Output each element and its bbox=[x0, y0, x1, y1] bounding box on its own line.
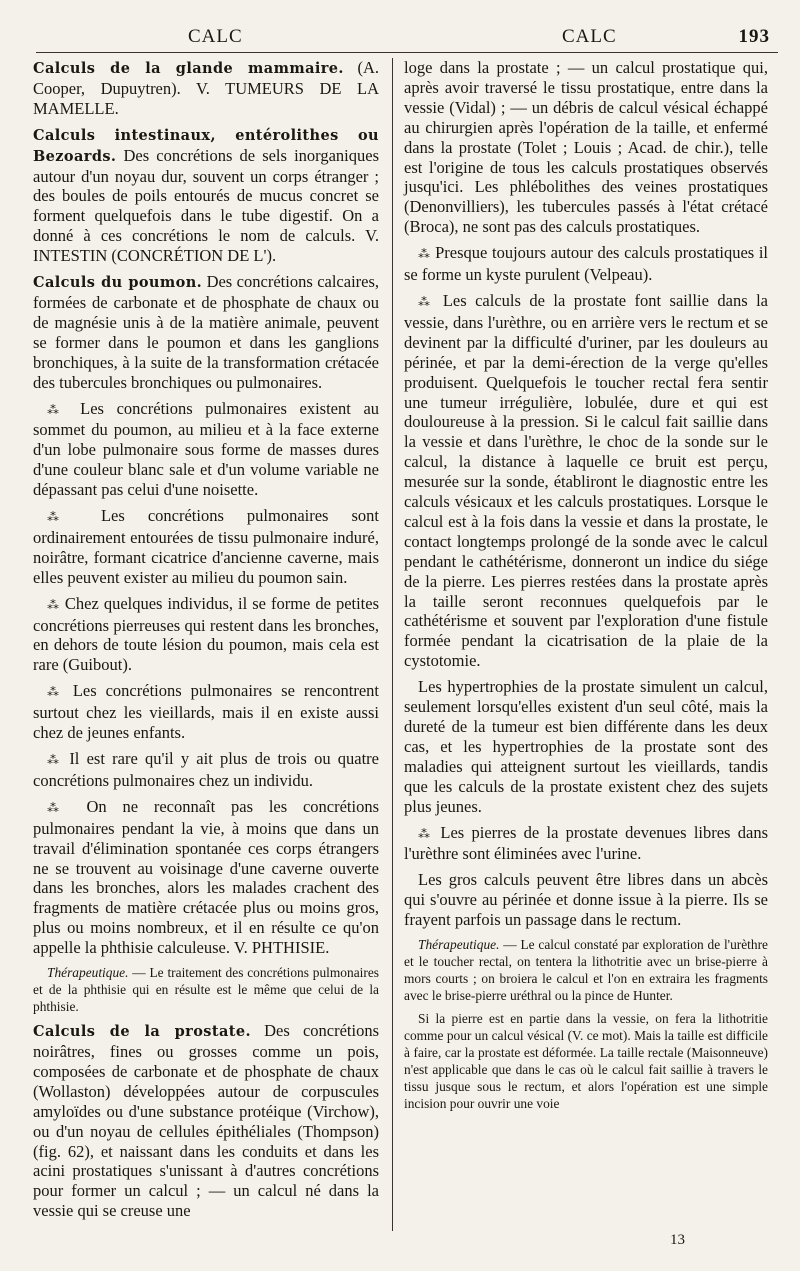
header-left-title: CALC bbox=[188, 26, 243, 47]
note-label: Thérapeutique. bbox=[47, 965, 129, 981]
paragraph bbox=[33, 125, 379, 266]
paragraph-text: Il est rare qu'il y ait plus de trois ou quatre concrétions pulmonaires chez un individu. bbox=[33, 749, 380, 790]
running-header bbox=[40, 26, 778, 54]
paragraph-text: On ne reconnaît pas les concrétions pulmonaires pendant la vie, à moins que dans un travail d'élimination spontanée ces corps étrangers ne se trouvent au voisinage d'une caverne ouverte dans les bronches, alors les malades crachent des fragments de matière crétacée plus ou moins gros, plus ou moins nombreux, et il en résulte ce qu'on appelle la phthisie calculeuse. V. PHTHISIE. bbox=[33, 796, 380, 958]
paragraph-text: Les concrétions pulmonaires se rencontrent surtout chez les vieillards, mais il en existe aussi chez de jeunes enfants. bbox=[33, 681, 379, 743]
paragraph-text: Les calculs de la prostate font saillie dans la vessie, dans l'urèthre, ou en arrière vers le rectum et se devinent par la difficulté d'uriner, par les douleurs au périnée, et par la demi-érection de la verge qu'elles produisent. Quelquefois le toucher rectal fera sentir une tumeur irrégulière, lobulée, dure et qui est douloureuse à la pression. Si le calcul fait saillie dans la vessie et dans l'urèthre, le choc de la sonde sur le calcul, la distance à laquelle ce bruit est perçu, mesurée sur la sonde, établiront le diagnostic entre les calculs vésicaux et les calculs prostatiques. Lorsque le calcul est à la fois dans la vessie et dans la prostate, le contact longtemps prolongé de la sonde avec le calcul pendant le cathétérisme, donneront un indice du siége de la pierre. Les pierres restées dans la prostate après la taille seront reconnues quelquefois par le cathétérisme et souvent par l'exploration d'une fistule formée pendant la cicatrisation de la plaie de la cystotomie. bbox=[404, 290, 769, 671]
entry-title: Calculs de la glande mammaire. bbox=[33, 60, 344, 77]
entry-title: Calculs intestinaux, entérolithes ou Bezoards. bbox=[33, 126, 379, 165]
signature-mark: 13 bbox=[670, 1232, 685, 1248]
entry-body: Des concrétions noirâtres, fines ou grosses comme un pois, composées de carbonate et de phosphate de chaux (Wollaston) développées autour de corpuscules amyloïdes ou d'une substance protéique (Virchow), ou d'un noyau de cellules épithéliales (Thompson) (fig. 62), et naissant dans les conduits et dans les acini prostatiques s'unissant à d'autres concrétions pour former un calcul ; — un calcul né dans la vessie qui se creuse une bbox=[33, 1021, 380, 1221]
paragraph-text: Les concrétions pulmonaires sont ordinairement entourées de tissu pulmonaire induré, noirâtre, formant cicatrice d'ancienne caverne, mais elles peuvent exister au milieu du poumon sain. bbox=[33, 506, 380, 587]
paragraph bbox=[33, 594, 379, 676]
right-column bbox=[404, 58, 768, 1118]
paragraph bbox=[33, 797, 379, 958]
asterism-mark: ⁂ bbox=[418, 294, 435, 309]
paragraph bbox=[33, 681, 379, 743]
asterism-mark: ⁂ bbox=[47, 597, 60, 612]
column-divider bbox=[392, 58, 393, 1231]
paragraph-text: Les gros calculs peuvent être libres dans un abcès qui s'ouvre au périnée et donne issue à la pierre. Ils se frayent parfois un passage dans le rectum. bbox=[404, 870, 768, 930]
paragraph bbox=[33, 399, 379, 501]
asterism-mark: ⁂ bbox=[47, 800, 71, 815]
asterism-mark: ⁂ bbox=[47, 753, 63, 767]
paragraph bbox=[404, 677, 768, 816]
entry-body: (A. Cooper, Dupuytren). V. TUMEURS DE LA MAMELLE. bbox=[33, 58, 379, 118]
paragraph-text: Presque toujours autour des calculs prostatiques il se forme un kyste purulent (Velpeau). bbox=[404, 243, 769, 285]
paragraph bbox=[404, 243, 768, 285]
header-right-title: CALC bbox=[562, 26, 617, 47]
paragraph-text: Les concrétions pulmonaires existent au sommet du poumon, au milieu et à la face externe d'un lobe pulmonaire sous forme de masses dures d'une couleur blanc sale et d'un volume variable ne dépassant pas celui d'une noisette. bbox=[33, 398, 380, 500]
left-column bbox=[33, 58, 379, 1227]
entry-title: Calculs du poumon. bbox=[33, 274, 203, 292]
paragraph-text: Les hypertrophies de la prostate simulent un calcul, seulement lorsqu'elles existent d'un seul côté, mais la dureté de la tumeur est bien différente dans les deux cas, et les hypertrophies de la prostate sont des maladies qui atteignent surtout les vieillards, tandis que les calculs de la prostate existent chez des sujets plus jeunes. bbox=[404, 677, 768, 816]
paragraph bbox=[33, 58, 379, 119]
asterism-mark: ⁂ bbox=[418, 247, 431, 262]
paragraph-text: Chez quelques individus, il se forme de petites concrétions pierreuses qui restent dans les bronches, en dehors de toute lésion du poumon, mais cela est rare (Guibout). bbox=[33, 593, 380, 675]
paragraph bbox=[33, 272, 379, 392]
therapeutic-note bbox=[404, 1010, 768, 1112]
paragraph-text: Les pierres de la prostate devenues libres dans l'urèthre sont éliminées avec l'urine. bbox=[404, 822, 768, 864]
asterism-mark: ⁂ bbox=[47, 402, 68, 417]
paragraph bbox=[404, 823, 768, 865]
paragraph bbox=[404, 870, 768, 930]
entry-body: Des concrétions calcaires, formées de carbonate et de phosphate de chaux ou de magnésie unis à de la matière animale, peuvent se former dans le poumon et dans les ganglions bronchiques, à la suite de la transformation crétacée des tubercules bronchiques ou pulmonaires. bbox=[33, 272, 380, 392]
asterism-mark: ⁂ bbox=[418, 826, 434, 841]
paragraph bbox=[404, 58, 768, 237]
paragraph bbox=[33, 506, 379, 588]
note-body: — Le calcul constaté par exploration de l'urèthre et le toucher rectal, on tentera la lithotritie avec un brise-pierre à mors courts ; on broiera le calcul et l'on en extraira les fragments avec le brise-pierre uréthral ou la pince de Hunter. bbox=[404, 937, 768, 1004]
entry-body: Des concrétions de sels inorganiques autour d'un noyau dur, souvent un corps étranger ; des boules de poils entourés de mucus concret se forment quelquefois dans le tube digestif. On a donné à ces concrétions le nom de calculs. V. INTESTIN (CONCRÉTION DE L'). bbox=[33, 145, 379, 266]
note-label: Thérapeutique. bbox=[418, 937, 500, 953]
note-body: — Le traitement des concrétions pulmonaires et de la phthisie qui en résulte est le même que celui de la phthisie. bbox=[33, 965, 379, 1015]
paragraph-text: loge dans la prostate ; — un calcul prostatique qui, après avoir traversé le tissu prostatique, entre dans la vessie (Vidal) ; — un débris de calcul vésical échappé au chirurgien après l'opération de la taille, et enfermé dans la prostate (Tolet ; Louis ; Acad. de chir.), telle est l'origine de tous les calculs prostatiques observés jusqu'ici. Les phlébolithes des veines prostatiques (Denonvilliers), les tubercules passés à l'état crétacé (Broca), ne sont pas des calculs prostatiques. bbox=[404, 58, 768, 237]
paragraph bbox=[404, 291, 768, 671]
asterism-mark: ⁂ bbox=[47, 685, 64, 700]
entry-title: Calculs de la prostate. bbox=[33, 1023, 251, 1041]
note-body: Si la pierre est en partie dans la vessie, on fera la lithotritie comme pour un calcul vésical (V. ce mot). Mais la taille est difficile à faire, car la prostate est déformée. La taille rectale (Maisonneuve) n'est applicable que dans le cas où le calcul fait saillie à travers le tissu jusque sous le rectum, et alors l'opération est une simple incision pour ouvrir une voie bbox=[404, 1011, 768, 1112]
page-number: 193 bbox=[738, 26, 770, 47]
paragraph bbox=[33, 749, 379, 791]
header-rule bbox=[36, 52, 778, 53]
paragraph bbox=[33, 1021, 379, 1221]
asterism-mark: ⁂ bbox=[47, 510, 78, 525]
therapeutic-note bbox=[404, 936, 768, 1004]
therapeutic-note bbox=[33, 964, 379, 1015]
